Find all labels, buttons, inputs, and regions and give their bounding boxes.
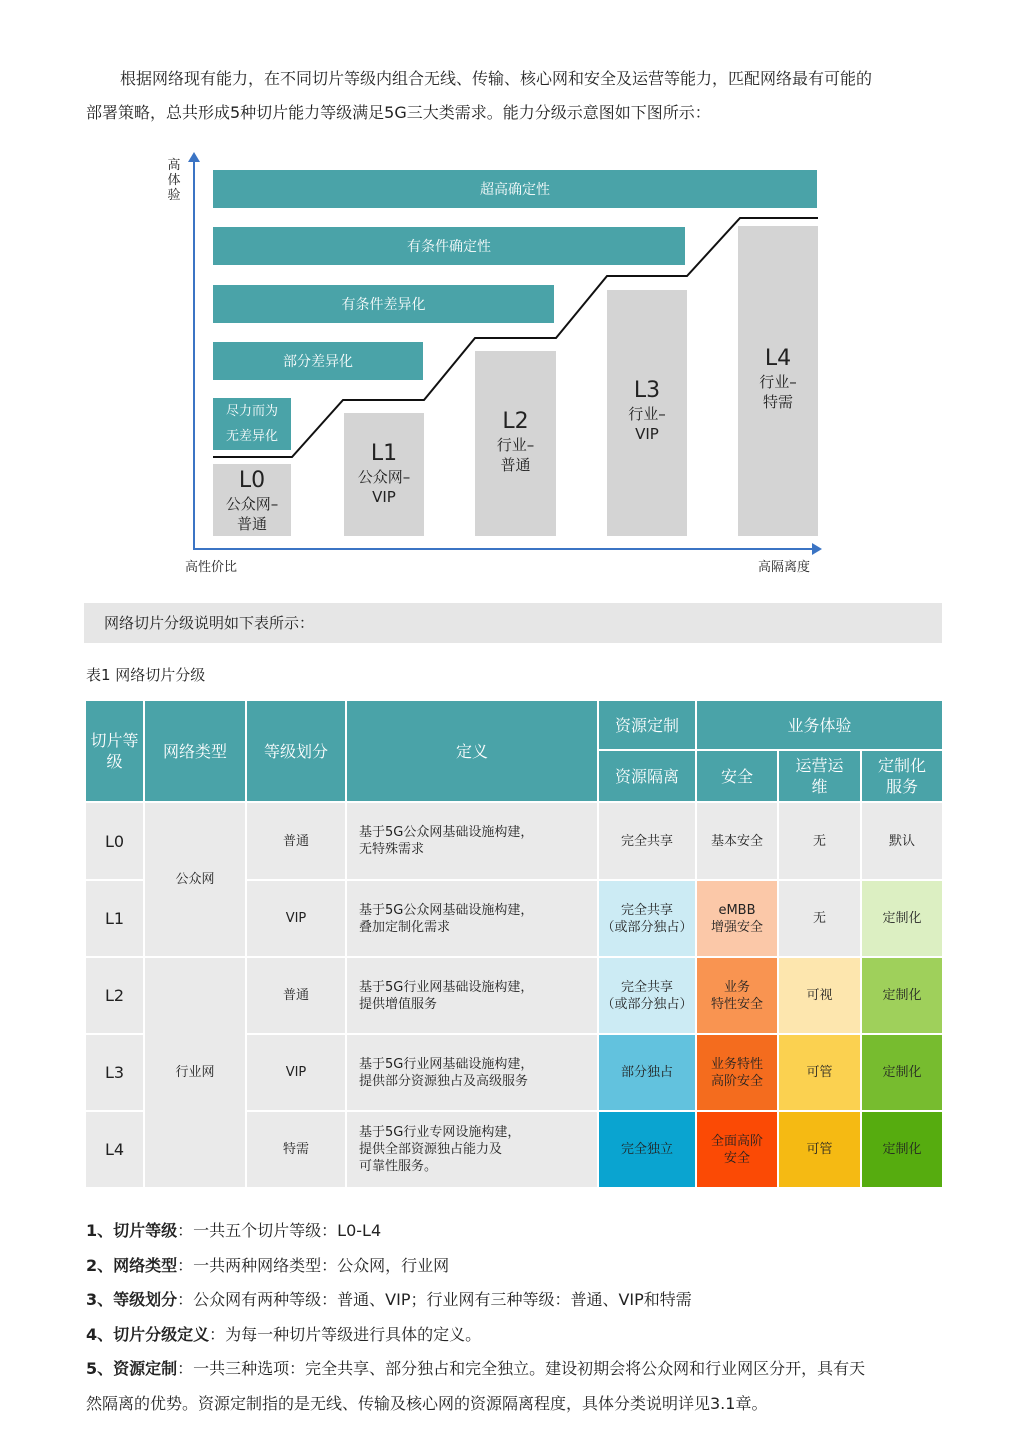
bar-l0-level: L0 xyxy=(238,468,266,493)
security-line: 特性安全 xyxy=(710,996,763,1012)
cell-level: L0 xyxy=(85,802,144,880)
item-text: ：一共五个切片等级：L0-L4 xyxy=(177,1221,382,1240)
slice-level-table xyxy=(84,699,944,1189)
band-partial-differentiation: 部分差异化 xyxy=(213,342,423,380)
bar-l0 xyxy=(213,464,291,536)
header-slice-level: 切片等级 xyxy=(85,700,144,802)
band-conditional-determinism: 有条件确定性 xyxy=(213,227,685,265)
item-num: 4、 xyxy=(86,1324,114,1344)
band-best-effort-line1: 尽力而为 xyxy=(225,404,278,419)
cell-custom-service: 定制化 xyxy=(861,1034,943,1111)
item-title: 资源定制 xyxy=(113,1359,178,1379)
cell-operations: 无 xyxy=(778,880,861,957)
bar-l1-desc1: 公众网– xyxy=(357,468,411,486)
definition-line: 基于5G行业专网设施构建， xyxy=(359,1125,521,1140)
cell-level: L1 xyxy=(85,880,144,957)
cell-security xyxy=(696,957,778,1034)
security-line: 安全 xyxy=(723,1150,750,1166)
definition-line: 无特殊需求 xyxy=(359,842,425,857)
cell-definition xyxy=(346,1034,598,1111)
header-isolation: 资源隔离 xyxy=(598,750,696,802)
cell-definition xyxy=(346,802,598,880)
definition-line: 提供部分资源独占及高级服务 xyxy=(359,1073,529,1089)
cell-network-industry: 行业网 xyxy=(144,957,246,1188)
list-item xyxy=(86,1352,946,1387)
table-row xyxy=(85,802,943,880)
security-line: 增强安全 xyxy=(710,919,763,935)
isolation-line: 完全共享 xyxy=(620,979,673,995)
list-item xyxy=(86,1249,946,1284)
band-ultra-determinism: 超高确定性 xyxy=(213,170,817,208)
definition-line: 提供增值服务 xyxy=(359,996,438,1012)
security-line: 全面高阶 xyxy=(710,1133,763,1149)
bar-l4-desc1: 行业– xyxy=(759,373,797,391)
list-item-continuation: 然隔离的优势。资源定制指的是无线、传输及核心网的资源隔离程度，具体分类说明详见3.1章。 xyxy=(86,1393,768,1413)
cell-security: 基本安全 xyxy=(696,802,778,880)
item-num: 2、 xyxy=(86,1255,114,1275)
cell-isolation: 完全独立 xyxy=(598,1111,696,1188)
bar-l0-desc1: 公众网– xyxy=(225,495,279,513)
cell-isolation xyxy=(598,957,696,1034)
item-title: 切片分级定义 xyxy=(113,1324,210,1344)
cell-definition xyxy=(346,957,598,1034)
security-line: 业务特性 xyxy=(710,1056,763,1072)
cell-operations: 可视 xyxy=(778,957,861,1034)
bar-l2-desc2: 普通 xyxy=(500,456,531,474)
intro-line-2: 部署策略，总共形成5种切片能力等级满足5G三大类需求。能力分级示意图如下图所示： xyxy=(86,103,711,122)
item-text: ：为每一种切片等级进行具体的定义。 xyxy=(209,1324,482,1344)
x-axis-right-label: 高隔离度 xyxy=(758,560,811,575)
item-text: ：一共两种网络类型：公众网，行业网 xyxy=(177,1255,450,1275)
cell-grade: 特需 xyxy=(246,1111,346,1188)
cell-custom-service: 默认 xyxy=(861,802,943,880)
band-conditional-differentiation: 有条件差异化 xyxy=(213,285,554,323)
bar-l1-desc2: VIP xyxy=(372,488,396,506)
list-item xyxy=(86,1283,946,1318)
item-num: 5、 xyxy=(86,1359,114,1379)
cell-security xyxy=(696,880,778,957)
explanation-list xyxy=(86,1214,946,1422)
definition-line: 基于5G行业网基础设施构建， xyxy=(359,979,534,995)
cell-grade: VIP xyxy=(246,1034,346,1111)
header-resource-custom: 资源定制 xyxy=(598,700,696,750)
item-num: 1、 xyxy=(86,1221,114,1240)
isolation-line: 完全共享 xyxy=(620,902,673,918)
bar-l3-level: L3 xyxy=(633,378,661,403)
cell-level: L2 xyxy=(85,957,144,1034)
item-title: 网络类型 xyxy=(113,1255,178,1275)
header-operations: 运营运维 xyxy=(778,750,861,802)
security-line: 高阶安全 xyxy=(710,1073,763,1089)
definition-line: 可靠性服务。 xyxy=(359,1159,438,1174)
item-text: ：公众网有两种等级：普通、VIP；行业网有三种等级：普通、VIP和特需 xyxy=(177,1290,692,1310)
definition-line: 叠加定制化需求 xyxy=(359,919,451,935)
capability-diagram xyxy=(0,0,1024,600)
bar-l1 xyxy=(344,413,424,536)
bar-l3-desc1: 行业– xyxy=(628,405,666,423)
x-axis-left-label: 高性价比 xyxy=(185,560,238,575)
list-item xyxy=(86,1214,946,1249)
item-num: 3、 xyxy=(86,1290,114,1310)
cell-operations: 可管 xyxy=(778,1111,861,1188)
bar-l4-desc2: 特需 xyxy=(762,393,793,411)
bar-l4 xyxy=(738,226,818,536)
table-caption: 表1 网络切片分级 xyxy=(86,666,206,684)
cell-grade: 普通 xyxy=(246,802,346,880)
cell-grade: VIP xyxy=(246,880,346,957)
cell-security xyxy=(696,1034,778,1111)
table-row xyxy=(85,957,943,1034)
cell-custom-service: 定制化 xyxy=(861,880,943,957)
bar-l2-desc1: 行业– xyxy=(496,436,535,454)
header-grade: 等级划分 xyxy=(246,700,346,802)
definition-line: 基于5G公众网基础设施构建， xyxy=(359,825,534,840)
y-axis-label: 高体验 xyxy=(167,158,181,203)
cell-level: L3 xyxy=(85,1034,144,1111)
isolation-line: （或部分独占） xyxy=(601,919,693,935)
header-service-experience: 业务体验 xyxy=(696,700,943,750)
item-title: 切片等级 xyxy=(113,1221,178,1240)
table-intro-note: 网络切片分级说明如下表所示： xyxy=(84,603,942,643)
definition-line: 提供全部资源独占能力及 xyxy=(359,1142,503,1157)
header-network-type: 网络类型 xyxy=(144,700,246,802)
band-best-effort-line2: 无差异化 xyxy=(225,429,278,444)
bar-l2 xyxy=(475,351,556,536)
intro-line-1: 根据网络现有能力，在不同切片等级内组合无线、传输、核心网和安全及运营等能力，匹配网络最有可能的 xyxy=(120,69,873,88)
list-item xyxy=(86,1318,946,1353)
cell-isolation: 完全共享 xyxy=(598,802,696,880)
cell-grade: 普通 xyxy=(246,957,346,1034)
cell-level: L4 xyxy=(85,1111,144,1188)
bar-l0-desc2: 普通 xyxy=(236,515,267,533)
bar-l4-level: L4 xyxy=(764,346,792,371)
cell-operations: 无 xyxy=(778,802,861,880)
security-line: 业务 xyxy=(723,979,750,995)
cell-isolation: 部分独占 xyxy=(598,1034,696,1111)
cell-custom-service: 定制化 xyxy=(861,1111,943,1188)
cell-operations: 可管 xyxy=(778,1034,861,1111)
header-security: 安全 xyxy=(696,750,778,802)
header-definition: 定义 xyxy=(346,700,598,802)
definition-line: 基于5G行业网基础设施构建， xyxy=(359,1056,534,1072)
cell-definition xyxy=(346,880,598,957)
header-custom-service: 定制化服务 xyxy=(861,750,943,802)
cell-custom-service: 定制化 xyxy=(861,957,943,1034)
bar-l3-desc2: VIP xyxy=(635,425,659,443)
bar-l3 xyxy=(607,290,687,536)
cell-definition xyxy=(346,1111,598,1188)
item-text: ：一共三种选项：完全共享、部分独占和完全独立。建设初期会将公众网和行业网区分开，具有天 xyxy=(177,1359,866,1379)
cell-security xyxy=(696,1111,778,1188)
security-line: eMBB xyxy=(718,902,756,918)
isolation-line: （或部分独占） xyxy=(601,996,693,1012)
cell-network-public: 公众网 xyxy=(144,802,246,957)
bar-l1-level: L1 xyxy=(370,441,398,466)
cell-isolation xyxy=(598,880,696,957)
definition-line: 基于5G公众网基础设施构建， xyxy=(359,902,534,918)
bar-l2-level: L2 xyxy=(502,409,529,434)
item-title: 等级划分 xyxy=(113,1290,178,1310)
